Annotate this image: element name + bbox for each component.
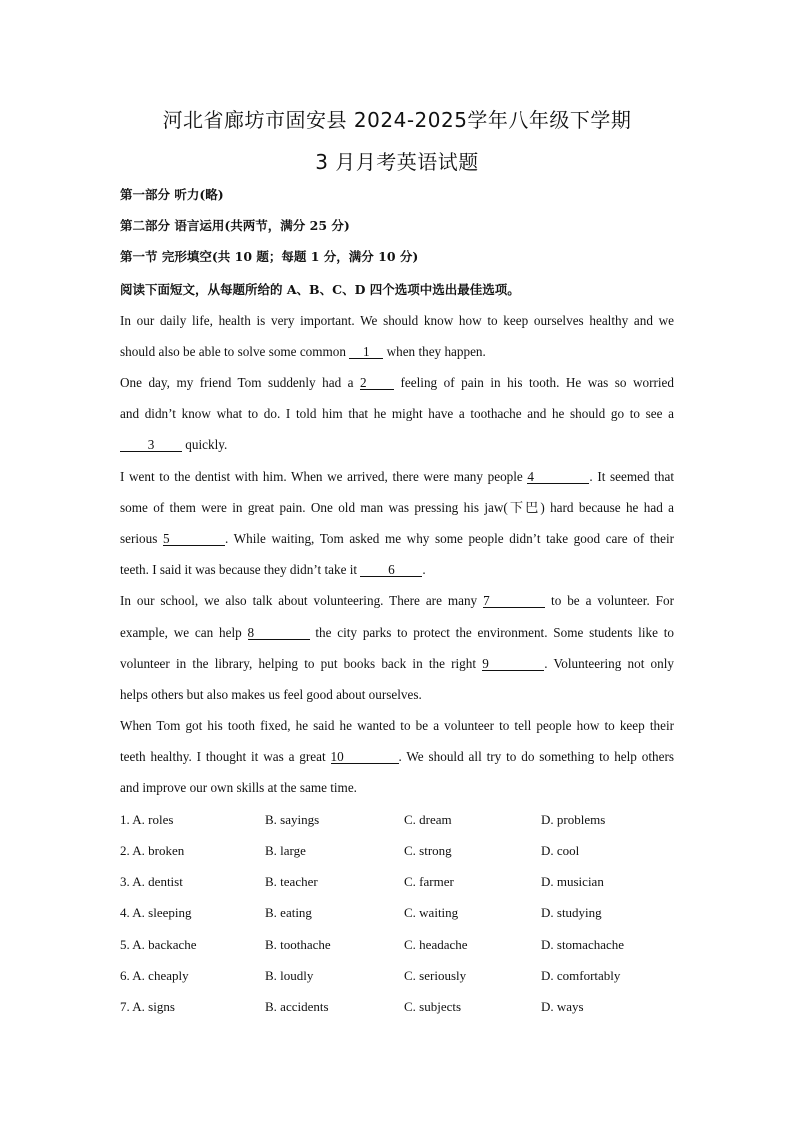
option-d[interactable]: D. problems <box>541 812 606 827</box>
option-b[interactable]: B. loudly <box>265 968 314 983</box>
passage-line: In our school, we also talk about volunteering. There are many 7 to be a volunteer. For <box>120 593 674 608</box>
option-c[interactable]: C. farmer <box>404 874 454 889</box>
page-title: 河北省廊坊市固安县 2024-2025学年八年级下学期 <box>162 108 632 132</box>
part2-heading: 第二部分 语言运用(共两节，满分 25 分) <box>120 218 350 233</box>
blank-7[interactable]: 7 <box>483 594 545 608</box>
option-d[interactable]: D. ways <box>541 999 584 1014</box>
option-a[interactable]: 3. A. dentist <box>120 874 183 889</box>
option-d[interactable]: D. stomachache <box>541 937 625 952</box>
passage-line: One day, my friend Tom suddenly had a 2 feeling of pain in his tooth. He was so worried <box>120 375 674 390</box>
passage-line: volunteer in the library, helping to put books back in the right 9 . Volunteering not only <box>120 656 674 671</box>
option-d[interactable]: D. cool <box>541 843 580 858</box>
option-c[interactable]: C. strong <box>404 843 452 858</box>
option-b[interactable]: B. eating <box>265 905 312 920</box>
option-c[interactable]: C. dream <box>404 812 452 827</box>
passage-line: serious 5 . While waiting, Tom asked me why some people didn’t take good care of their <box>120 531 674 546</box>
blank-9[interactable]: 9 <box>482 657 544 671</box>
passage-line: and improve our own skills at the same time. <box>120 780 357 795</box>
blank-3[interactable]: 3 <box>120 438 182 452</box>
instruction-text: 阅读下面短文，从每题所给的 A、B、C、D 四个选项中选出最佳选项。 <box>120 282 520 297</box>
option-d[interactable]: D. comfortably <box>541 968 621 983</box>
option-a[interactable]: 7. A. signs <box>120 999 175 1014</box>
option-d[interactable]: D. studying <box>541 905 602 920</box>
passage-line: When Tom got his tooth fixed, he said he wanted to be a volunteer to tell people how to keep their <box>120 718 674 733</box>
passage-line: I went to the dentist with him. When we arrived, there were many people 4 . It seemed that <box>120 469 675 484</box>
option-b[interactable]: B. large <box>265 843 306 858</box>
passage-line: In our daily life, health is very important. We should know how to keep ourselves healthy and we <box>120 313 674 328</box>
blank-2[interactable]: 2 <box>360 376 394 390</box>
blank-1[interactable]: 1 <box>349 345 383 359</box>
option-c[interactable]: C. headache <box>404 937 468 952</box>
option-a[interactable]: 1. A. roles <box>120 812 174 827</box>
option-a[interactable]: 2. A. broken <box>120 843 185 858</box>
blank-4[interactable]: 4 <box>527 470 589 484</box>
blank-10[interactable]: 10 <box>331 750 399 764</box>
option-c[interactable]: C. seriously <box>404 968 467 983</box>
passage-line: 3 quickly. <box>120 437 674 453</box>
option-d[interactable]: D. musician <box>541 874 604 889</box>
option-c[interactable]: C. waiting <box>404 905 459 920</box>
option-b[interactable]: B. sayings <box>265 812 320 827</box>
passage-line: teeth. I said it was because they didn’t take it 6 . <box>120 562 426 577</box>
page-subtitle: 3 月月考英语试题 <box>315 150 479 174</box>
option-c[interactable]: C. subjects <box>404 999 462 1014</box>
blank-8[interactable]: 8 <box>248 626 310 640</box>
option-a[interactable]: 5. A. backache <box>120 937 197 952</box>
passage-line: some of them were in great pain. One old man was pressing his jaw(下巴) hard because he had a <box>120 500 674 515</box>
passage-line: example, we can help 8 the city parks to protect the environment. Some students like to <box>120 625 674 640</box>
option-b[interactable]: B. toothache <box>265 937 331 952</box>
option-b[interactable]: B. accidents <box>265 999 329 1014</box>
passage-line: should also be able to solve some common 1 when they happen. <box>120 344 486 359</box>
blank-5[interactable]: 5 <box>163 532 225 546</box>
option-a[interactable]: 6. A. cheaply <box>120 968 189 983</box>
blank-6[interactable]: 6 <box>360 563 422 577</box>
option-a[interactable]: 4. A. sleeping <box>120 905 192 920</box>
part1-heading: 第一部分 听力(略) <box>120 187 224 202</box>
passage-line: teeth healthy. I thought it was a great 10 . We should all try to do something to help others <box>120 749 674 764</box>
option-b[interactable]: B. teacher <box>265 874 318 889</box>
passage-line: helps others but also makes us feel good about ourselves. <box>120 687 422 702</box>
section1-heading: 第一节 完形填空(共 10 题；每题 1 分，满分 10 分) <box>120 249 419 264</box>
passage-line: and didn’t know what to do. I told him that he might have a toothache and he should go to see a <box>120 406 674 421</box>
